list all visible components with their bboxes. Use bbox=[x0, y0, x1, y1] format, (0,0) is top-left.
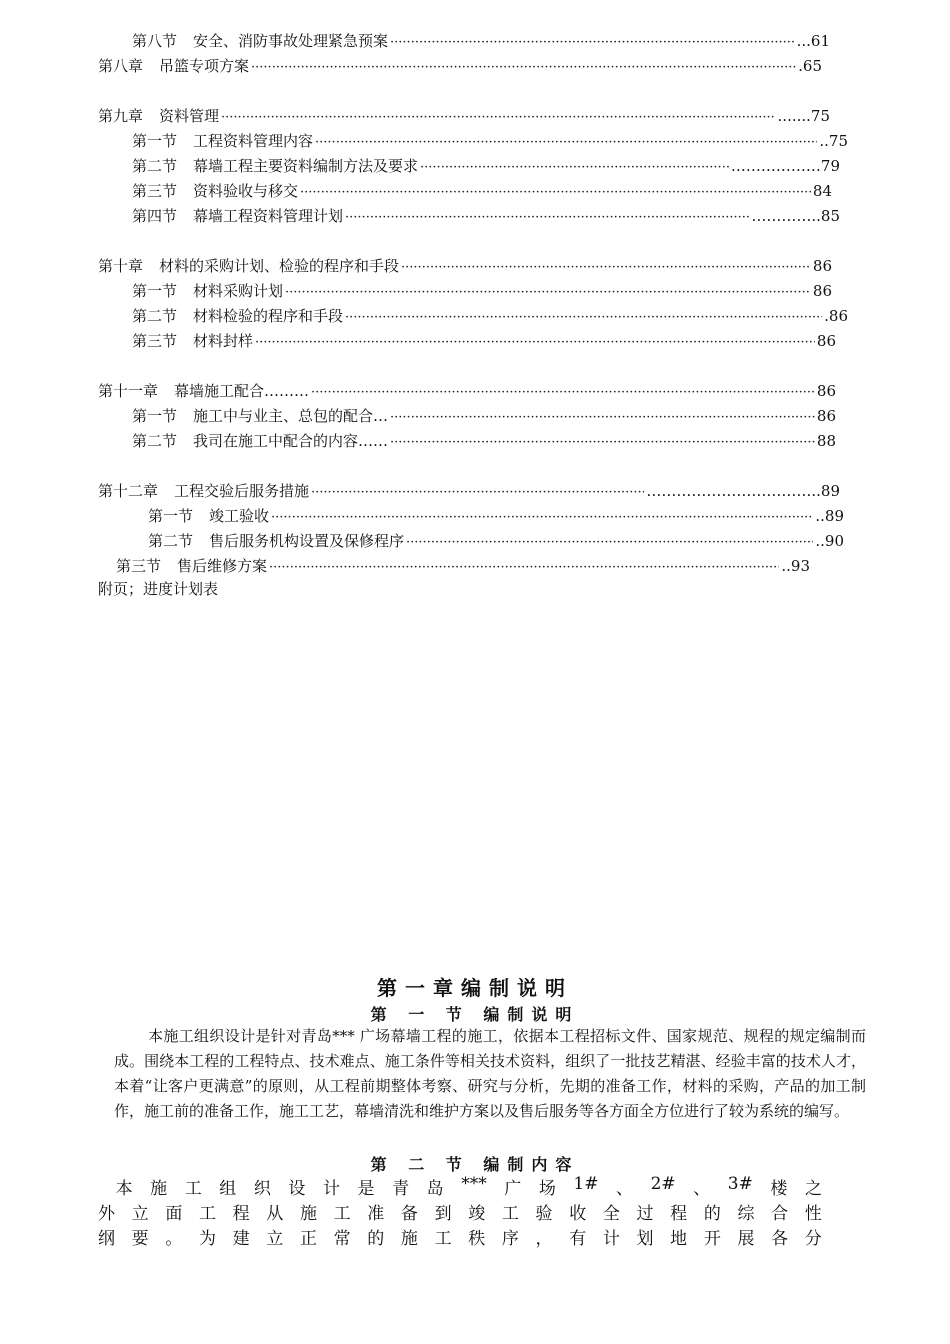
toc-entry bbox=[132, 430, 836, 452]
paragraph-char: 要 bbox=[131, 1229, 149, 1249]
paragraph-char: 3# bbox=[727, 1174, 753, 1194]
paragraph-char: 岛 bbox=[426, 1179, 444, 1199]
toc-entry bbox=[148, 530, 844, 552]
paragraph-char: *** bbox=[461, 1174, 487, 1194]
toc-entry-number: 第八节 bbox=[132, 32, 178, 50]
toc-entry bbox=[98, 105, 830, 127]
toc-entry-title: 我司在施工中配合的内容…… bbox=[193, 432, 389, 450]
toc-dot-leader bbox=[271, 510, 813, 525]
paragraph-char: 正 bbox=[299, 1229, 317, 1249]
paragraph-char: 、 bbox=[616, 1179, 633, 1199]
toc-entry-page: 86 bbox=[812, 257, 832, 275]
paragraph-char: 纲 bbox=[98, 1229, 115, 1249]
paragraph-char: 面 bbox=[165, 1204, 183, 1224]
paragraph-line bbox=[98, 1199, 822, 1224]
toc-dot-leader bbox=[406, 535, 813, 550]
paragraph-char: 从 bbox=[266, 1204, 284, 1224]
paragraph-char: 划 bbox=[636, 1229, 654, 1249]
paragraph-char: 工 bbox=[184, 1179, 202, 1199]
toc-entry-page: 84 bbox=[812, 182, 832, 200]
toc-dot-leader bbox=[390, 35, 795, 50]
toc-dot-leader bbox=[420, 160, 729, 175]
toc-entry bbox=[132, 330, 836, 352]
toc-entry-number: 第十二章 bbox=[98, 482, 159, 500]
toc-entry bbox=[98, 480, 840, 502]
toc-entry-page: .65 bbox=[798, 57, 822, 75]
toc-entry-title: 安全、消防事故处理紧急预案 bbox=[193, 32, 389, 50]
paragraph-char: 青 bbox=[392, 1179, 410, 1199]
toc-entry-title: 工程交验后服务措施 bbox=[174, 482, 310, 500]
toc-entry bbox=[132, 280, 832, 302]
paragraph-char: 为 bbox=[198, 1229, 216, 1249]
toc-entry-title: 幕墙工程资料管理计划 bbox=[193, 207, 344, 225]
paragraph-char: 1# bbox=[573, 1174, 599, 1194]
paragraph-char: 工 bbox=[501, 1204, 519, 1224]
toc-entry-number: 第二节 bbox=[132, 157, 178, 175]
paragraph-char: 收 bbox=[569, 1204, 587, 1224]
paragraph-char: 秩 bbox=[468, 1229, 486, 1249]
toc-dot-leader bbox=[345, 310, 822, 325]
toc-entry-page: 86 bbox=[816, 332, 836, 350]
appendix-note: 附页；进度计划表 bbox=[98, 580, 219, 598]
toc-entry-page: ..75 bbox=[819, 132, 848, 150]
toc-entry-number: 第八章 bbox=[98, 57, 144, 75]
paragraph-char: 竣 bbox=[468, 1204, 486, 1224]
paragraph-char: 性 bbox=[804, 1204, 822, 1224]
paragraph-char: 组 bbox=[219, 1179, 237, 1199]
toc-dot-leader bbox=[311, 385, 815, 400]
toc-entry-page: ..89 bbox=[815, 507, 844, 525]
paragraph-char: 之 bbox=[804, 1179, 822, 1199]
paragraph-char: 设 bbox=[288, 1179, 306, 1199]
paragraph-char: 织 bbox=[253, 1179, 271, 1199]
toc-entry bbox=[98, 255, 832, 277]
toc-entry-number: 第十章 bbox=[98, 257, 144, 275]
toc-entry-page: 86 bbox=[816, 382, 836, 400]
paragraph-char: 各 bbox=[771, 1229, 789, 1249]
paragraph-char: 建 bbox=[232, 1229, 250, 1249]
toc-entry-title: 工程资料管理内容 bbox=[193, 132, 314, 150]
toc-dot-leader bbox=[251, 60, 796, 75]
paragraph-char: 的 bbox=[367, 1229, 385, 1249]
toc-dot-leader bbox=[401, 260, 811, 275]
toc-entry-number: 第十一章 bbox=[98, 382, 159, 400]
toc-entry-title: 材料封样 bbox=[193, 332, 254, 350]
toc-entry bbox=[132, 205, 840, 227]
toc-dot-leader bbox=[345, 210, 749, 225]
toc-entry-title: 资料管理 bbox=[159, 107, 220, 125]
paragraph-char: 计 bbox=[322, 1179, 340, 1199]
paragraph-char: 本 bbox=[115, 1179, 133, 1199]
toc-entry-page: 86 bbox=[816, 407, 836, 425]
toc-dot-leader bbox=[255, 335, 815, 350]
toc-entry-number: 第九章 bbox=[98, 107, 144, 125]
paragraph-char: 是 bbox=[357, 1179, 375, 1199]
toc-entry-number: 第一节 bbox=[132, 132, 178, 150]
toc-entry-number: 第一节 bbox=[132, 407, 178, 425]
paragraph-char: 验 bbox=[535, 1204, 553, 1224]
toc-entry-title: 吊篮专项方案 bbox=[159, 57, 250, 75]
toc-dot-leader bbox=[390, 410, 815, 425]
paragraph-char: 分 bbox=[804, 1229, 822, 1249]
paragraph-char: 外 bbox=[98, 1204, 115, 1224]
toc-entry-title: 材料的采购计划、检验的程序和手段 bbox=[159, 257, 400, 275]
toc-dot-leader bbox=[300, 185, 811, 200]
toc-entry-number: 第一节 bbox=[132, 282, 178, 300]
toc-entry-number: 第二节 bbox=[148, 532, 194, 550]
paragraph-char: 过 bbox=[636, 1204, 654, 1224]
toc-entry bbox=[132, 30, 830, 52]
paragraph-char: 楼 bbox=[770, 1179, 788, 1199]
toc-dot-leader bbox=[221, 110, 776, 125]
paragraph-char: 计 bbox=[602, 1229, 620, 1249]
toc-entry-number: 第二节 bbox=[132, 432, 178, 450]
toc-entry-title: 施工中与业主、总包的配合… bbox=[193, 407, 389, 425]
paragraph-char: 全 bbox=[602, 1204, 620, 1224]
paragraph-char: 常 bbox=[333, 1229, 351, 1249]
paragraph-line bbox=[98, 1174, 822, 1199]
toc-entry bbox=[132, 130, 848, 152]
paragraph-char: 场 bbox=[538, 1179, 556, 1199]
paragraph-char: 施 bbox=[400, 1229, 418, 1249]
paragraph-char: 施 bbox=[299, 1204, 317, 1224]
toc-dot-leader bbox=[311, 485, 644, 500]
toc-entry bbox=[132, 155, 840, 177]
paragraph-char: 到 bbox=[434, 1204, 452, 1224]
toc-entry-number: 第三节 bbox=[132, 182, 178, 200]
toc-entry-number: 第二节 bbox=[132, 307, 178, 325]
paragraph-char: 立 bbox=[266, 1229, 284, 1249]
toc-entry-page: 86 bbox=[812, 282, 832, 300]
toc-entry bbox=[98, 380, 836, 402]
toc-entry-title: 幕墙工程主要资料编制方法及要求 bbox=[193, 157, 419, 175]
paragraph-char: 工 bbox=[434, 1229, 452, 1249]
paragraph-char: 、 bbox=[693, 1179, 711, 1199]
toc-entry-page: ...61 bbox=[796, 32, 830, 50]
paragraph-char: 开 bbox=[703, 1229, 721, 1249]
toc-entry-title: 售后维修方案 bbox=[177, 557, 268, 575]
toc-entry bbox=[98, 55, 822, 77]
toc-entry-page: 88 bbox=[816, 432, 836, 450]
toc-entry-page: ……………………………..89 bbox=[646, 482, 840, 500]
toc-dot-leader bbox=[269, 560, 779, 575]
toc-entry-page: ………………79 bbox=[730, 157, 840, 175]
toc-dot-leader bbox=[285, 285, 811, 300]
paragraph-char: 工 bbox=[198, 1204, 216, 1224]
paragraph-char: 。 bbox=[165, 1229, 183, 1249]
paragraph-char: 程 bbox=[670, 1204, 688, 1224]
paragraph-char: 的 bbox=[703, 1204, 721, 1224]
toc-entry-number: 第四节 bbox=[132, 207, 178, 225]
toc-entry bbox=[132, 405, 836, 427]
paragraph-char: 有 bbox=[569, 1229, 587, 1249]
toc-dot-leader bbox=[315, 135, 817, 150]
paragraph-char: 展 bbox=[737, 1229, 755, 1249]
toc-entry-title: 幕墙施工配合……… bbox=[174, 382, 310, 400]
toc-entry bbox=[132, 180, 832, 202]
paragraph-char: 程 bbox=[232, 1204, 250, 1224]
toc-entry-number: 第一节 bbox=[148, 507, 194, 525]
paragraph-char: 2# bbox=[650, 1174, 676, 1194]
toc-entry bbox=[116, 555, 810, 577]
toc-entry-number: 第三节 bbox=[116, 557, 162, 575]
toc-entry-page: …………..85 bbox=[751, 207, 840, 225]
paragraph-char: 工 bbox=[333, 1204, 351, 1224]
body-paragraph-1: 本施工组织设计是针对青岛*** 广场幕墙工程的施工，依据本工程招标文件、国家规范、规程的规定编制而成。围绕本工程的工程特点、技术难点、施工条件等相关技术资料，组织了一批技艺精湛、经验丰富的技术人才，本着“让客户更满意”的原则，从工程前期整体考察、研究与分析，先期的准备工作，材料的采购，产品的加工制作，施工前的准备工作，施工工艺，幕墙清洗和维护方案以及售后服务等各方面全方位进行了较为系统的编写。 bbox=[114, 1027, 866, 1120]
toc-entry-title: 材料采购计划 bbox=[193, 282, 284, 300]
paragraph-char: 广 bbox=[504, 1179, 522, 1199]
paragraph-char: 序 bbox=[501, 1229, 519, 1249]
paragraph-char: 立 bbox=[131, 1204, 149, 1224]
toc-entry-title: 资料验收与移交 bbox=[193, 182, 299, 200]
paragraph-char: 施 bbox=[150, 1179, 168, 1199]
paragraph-line bbox=[98, 1224, 822, 1249]
paragraph-char: 综 bbox=[737, 1204, 755, 1224]
paragraph-char: 备 bbox=[400, 1204, 418, 1224]
toc-entry bbox=[132, 305, 848, 327]
paragraph-char: 合 bbox=[771, 1204, 789, 1224]
toc-entry-page: ..90 bbox=[815, 532, 844, 550]
paragraph-char: ， bbox=[535, 1229, 553, 1249]
paragraph-char: 地 bbox=[670, 1229, 688, 1249]
toc-entry-title: 竣工验收 bbox=[209, 507, 270, 525]
toc-entry bbox=[148, 505, 844, 527]
toc-entry-title: 售后服务机构设置及保修程序 bbox=[209, 532, 405, 550]
chapter-heading: 第一章编制说明 bbox=[377, 976, 573, 1000]
section-heading-2: 第 二 节 编制内容 bbox=[370, 1155, 580, 1174]
paragraph-char: 准 bbox=[367, 1204, 385, 1224]
toc-entry-page: ..93 bbox=[781, 557, 810, 575]
toc-entry-title: 材料检验的程序和手段 bbox=[193, 307, 344, 325]
toc-dot-leader bbox=[390, 435, 815, 450]
toc-entry-page: .86 bbox=[824, 307, 848, 325]
toc-entry-number: 第三节 bbox=[132, 332, 178, 350]
toc-entry-page: .......75 bbox=[777, 107, 830, 125]
section-heading-1: 第 一 节 编制说明 bbox=[370, 1005, 580, 1024]
